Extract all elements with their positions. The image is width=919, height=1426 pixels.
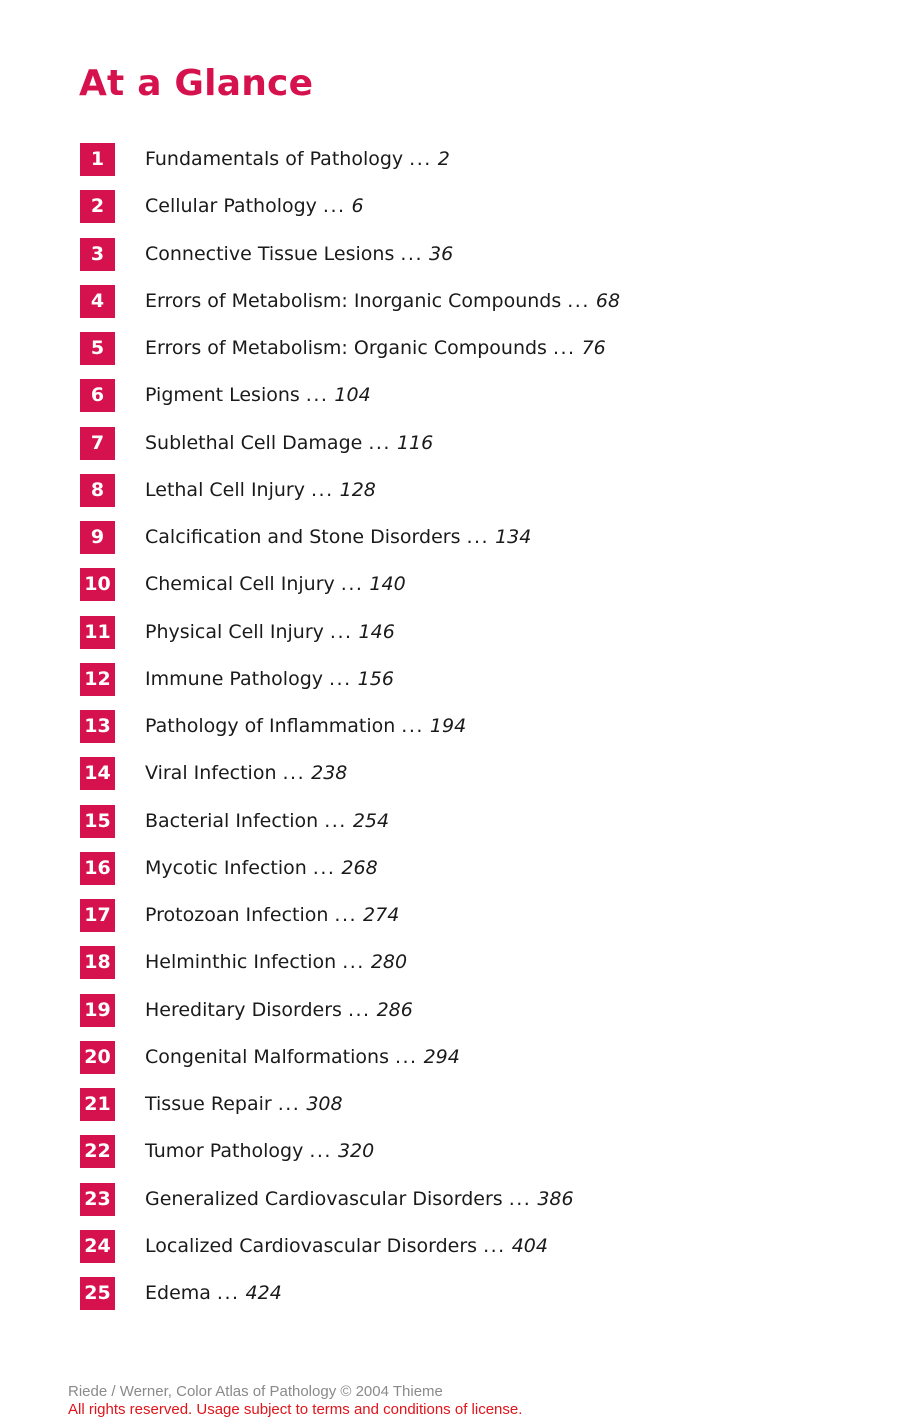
chapter-title: Hereditary Disorders	[145, 998, 342, 1021]
toc-row-chapter-24[interactable]	[80, 1230, 620, 1277]
leader-dots: ...	[282, 762, 306, 785]
chapter-title: Errors of Metabolism: Organic Compounds	[145, 337, 547, 359]
chapter-title: Pigment Lesions	[145, 384, 300, 407]
chapter-entry[interactable]	[145, 285, 620, 318]
leader-dots: ...	[334, 904, 358, 926]
chapter-entry[interactable]	[145, 190, 364, 223]
chapter-title: Protozoan Infection	[145, 904, 329, 926]
toc-row-chapter-15[interactable]	[80, 805, 620, 852]
chapter-page-number: 104	[334, 384, 371, 407]
chapter-number-badge: 3	[80, 238, 115, 271]
leader-dots: ...	[400, 242, 423, 265]
chapter-number-badge: 17	[80, 899, 115, 932]
chapter-entry[interactable]	[145, 1230, 548, 1263]
chapter-page-number: 156	[357, 667, 394, 690]
leader-dots: ...	[347, 998, 371, 1021]
leader-dots: ...	[401, 715, 424, 737]
chapter-page-number: 6	[351, 195, 364, 218]
toc-row-chapter-11[interactable]	[80, 616, 620, 663]
chapter-number-badge: 20	[80, 1041, 115, 1074]
chapter-entry[interactable]	[145, 568, 406, 601]
toc-row-chapter-17[interactable]	[80, 899, 620, 946]
copyright-footer	[68, 1383, 522, 1419]
toc-row-chapter-21[interactable]	[80, 1088, 620, 1135]
chapter-number-badge: 9	[80, 521, 115, 554]
copyright-line: Riede / Werner, Color Atlas of Pathology © 2004 Thieme	[68, 1383, 443, 1400]
chapter-number-badge: 19	[80, 994, 115, 1027]
leader-dots: ...	[324, 809, 347, 832]
chapter-title: Generalized Cardiovascular Disorders	[145, 1187, 503, 1210]
toc-row-chapter-9[interactable]	[80, 521, 620, 568]
chapter-number-badge: 13	[80, 710, 115, 743]
chapter-number-badge: 7	[80, 427, 115, 460]
toc-row-chapter-12[interactable]	[80, 663, 620, 710]
chapter-number-badge: 14	[80, 757, 115, 790]
chapter-number-badge: 22	[80, 1135, 115, 1168]
chapter-entry[interactable]	[145, 474, 376, 507]
chapter-page-number: 268	[341, 856, 378, 879]
chapter-entry[interactable]	[145, 238, 453, 271]
leader-dots: ...	[322, 195, 346, 218]
chapter-number-badge: 25	[80, 1277, 115, 1310]
toc-row-chapter-14[interactable]	[80, 757, 620, 804]
leader-dots: ...	[277, 1093, 301, 1115]
toc-row-chapter-18[interactable]	[80, 946, 620, 993]
chapter-entry[interactable]	[145, 1135, 374, 1168]
chapter-page-number: 274	[363, 904, 400, 926]
chapter-number-badge: 10	[80, 568, 115, 601]
leader-dots: ...	[394, 1045, 418, 1068]
toc-row-chapter-20[interactable]	[80, 1041, 620, 1088]
leader-dots: ...	[310, 478, 334, 501]
chapter-entry[interactable]	[145, 379, 371, 412]
chapter-entry[interactable]	[145, 1088, 343, 1121]
chapter-page-number: 134	[495, 526, 532, 548]
chapter-entry[interactable]	[145, 1041, 460, 1074]
leader-dots: ...	[567, 289, 590, 312]
chapter-number-badge: 12	[80, 663, 115, 696]
leader-dots: ...	[508, 1187, 532, 1210]
chapter-page-number: 280	[370, 951, 408, 974]
leader-dots: ...	[342, 951, 365, 974]
chapter-page-number: 424	[245, 1282, 282, 1304]
chapter-entry[interactable]	[145, 663, 394, 696]
chapter-page-number: 128	[339, 478, 376, 501]
leader-dots: ...	[216, 1282, 240, 1304]
page-title: At a Glance	[79, 63, 314, 104]
chapter-page-number: 254	[352, 809, 390, 832]
toc-row-chapter-4[interactable]	[80, 285, 620, 332]
chapter-page-number: 140	[369, 573, 406, 596]
chapter-page-number: 404	[511, 1234, 548, 1257]
toc-row-chapter-23[interactable]	[80, 1183, 620, 1230]
leader-dots: ...	[483, 1234, 506, 1257]
chapter-number-badge: 16	[80, 852, 115, 885]
chapter-title: Connective Tissue Lesions	[145, 242, 395, 265]
chapter-page-number: 146	[358, 620, 395, 643]
chapter-page-number: 386	[537, 1187, 574, 1210]
chapter-title: Pathology of Inflammation	[145, 715, 396, 737]
chapter-page-number: 308	[306, 1093, 343, 1115]
chapter-number-badge: 24	[80, 1230, 115, 1263]
leader-dots: ...	[409, 148, 432, 170]
chapter-title: Fundamentals of Pathology	[145, 148, 404, 170]
leader-dots: ...	[368, 431, 391, 454]
chapter-entry[interactable]	[145, 1183, 574, 1216]
chapter-title: Bacterial Infection	[145, 809, 319, 832]
chapter-number-badge: 15	[80, 805, 115, 838]
chapter-page-number: 294	[423, 1045, 460, 1068]
leader-dots: ...	[305, 384, 329, 407]
table-of-contents	[80, 143, 620, 1324]
chapter-entry[interactable]	[145, 143, 450, 176]
chapter-entry[interactable]	[145, 616, 395, 649]
toc-row-chapter-19[interactable]	[80, 994, 620, 1041]
chapter-entry[interactable]	[145, 1277, 282, 1310]
chapter-title: Congenital Malformations	[145, 1045, 389, 1068]
chapter-number-badge: 6	[80, 379, 115, 412]
chapter-title: Tissue Repair	[145, 1093, 272, 1115]
chapter-number-badge: 4	[80, 285, 115, 318]
leader-dots: ...	[552, 337, 576, 359]
chapter-number-badge: 2	[80, 190, 115, 223]
chapter-title: Mycotic Infection	[145, 856, 307, 879]
chapter-number-badge: 8	[80, 474, 115, 507]
chapter-page-number: 194	[429, 715, 467, 737]
toc-row-chapter-2[interactable]	[80, 190, 620, 237]
leader-dots: ...	[329, 667, 352, 690]
leader-dots: ...	[312, 856, 336, 879]
chapter-title: Errors of Metabolism: Inorganic Compounds	[145, 289, 562, 312]
chapter-page-number: 238	[311, 762, 348, 785]
chapter-entry[interactable]	[145, 946, 407, 979]
toc-row-chapter-8[interactable]	[80, 474, 620, 521]
chapter-entry[interactable]	[145, 852, 378, 885]
toc-row-chapter-13[interactable]	[80, 710, 620, 757]
chapter-page-number: 76	[581, 337, 606, 359]
chapter-title: Cellular Pathology	[145, 195, 317, 218]
chapter-entry[interactable]	[145, 757, 347, 790]
chapter-title: Localized Cardiovascular Disorders	[145, 1234, 478, 1257]
chapter-number-badge: 5	[80, 332, 115, 365]
toc-row-chapter-3[interactable]	[80, 238, 620, 285]
leader-dots: ...	[309, 1140, 332, 1163]
leader-dots: ...	[340, 573, 364, 596]
chapter-title: Tumor Pathology	[145, 1140, 304, 1163]
chapter-entry[interactable]	[145, 427, 433, 460]
license-line: All rights reserved. Usage subject to terms and conditions of license.	[68, 1401, 523, 1418]
chapter-entry[interactable]	[145, 332, 606, 365]
chapter-number-badge: 1	[80, 143, 115, 176]
toc-row-chapter-5[interactable]	[80, 332, 620, 379]
toc-row-chapter-16[interactable]	[80, 852, 620, 899]
chapter-number-badge: 11	[80, 616, 115, 649]
chapter-title: Calcification and Stone Disorders	[145, 526, 461, 548]
chapter-title: Chemical Cell Injury	[145, 573, 335, 596]
chapter-title: Helminthic Infection	[145, 951, 337, 974]
chapter-page-number: 286	[376, 998, 413, 1021]
leader-dots: ...	[329, 620, 353, 643]
chapter-entry[interactable]	[145, 521, 531, 554]
chapter-page-number: 68	[595, 289, 621, 312]
chapter-entry[interactable]	[145, 899, 399, 932]
toc-row-chapter-7[interactable]	[80, 427, 620, 474]
chapter-title: Edema	[145, 1282, 211, 1304]
chapter-page-number: 320	[337, 1140, 375, 1163]
chapter-title: Physical Cell Injury	[145, 620, 324, 643]
chapter-page-number: 2	[437, 148, 450, 170]
chapter-title: Lethal Cell Injury	[145, 478, 305, 501]
toc-row-chapter-6[interactable]	[80, 379, 620, 426]
chapter-number-badge: 21	[80, 1088, 115, 1121]
toc-row-chapter-25[interactable]	[80, 1277, 620, 1324]
chapter-entry[interactable]	[145, 994, 413, 1027]
chapter-number-badge: 18	[80, 946, 115, 979]
chapter-title: Sublethal Cell Damage	[145, 431, 363, 454]
chapter-title: Viral Infection	[145, 762, 277, 785]
chapter-number-badge: 23	[80, 1183, 115, 1216]
toc-row-chapter-22[interactable]	[80, 1135, 620, 1182]
chapter-title: Immune Pathology	[145, 667, 324, 690]
toc-row-chapter-10[interactable]	[80, 568, 620, 615]
leader-dots: ...	[466, 526, 490, 548]
chapter-page-number: 116	[396, 431, 434, 454]
chapter-entry[interactable]	[145, 805, 389, 838]
toc-row-chapter-1[interactable]	[80, 143, 620, 190]
chapter-page-number: 36	[429, 242, 454, 265]
chapter-entry[interactable]	[145, 710, 466, 743]
